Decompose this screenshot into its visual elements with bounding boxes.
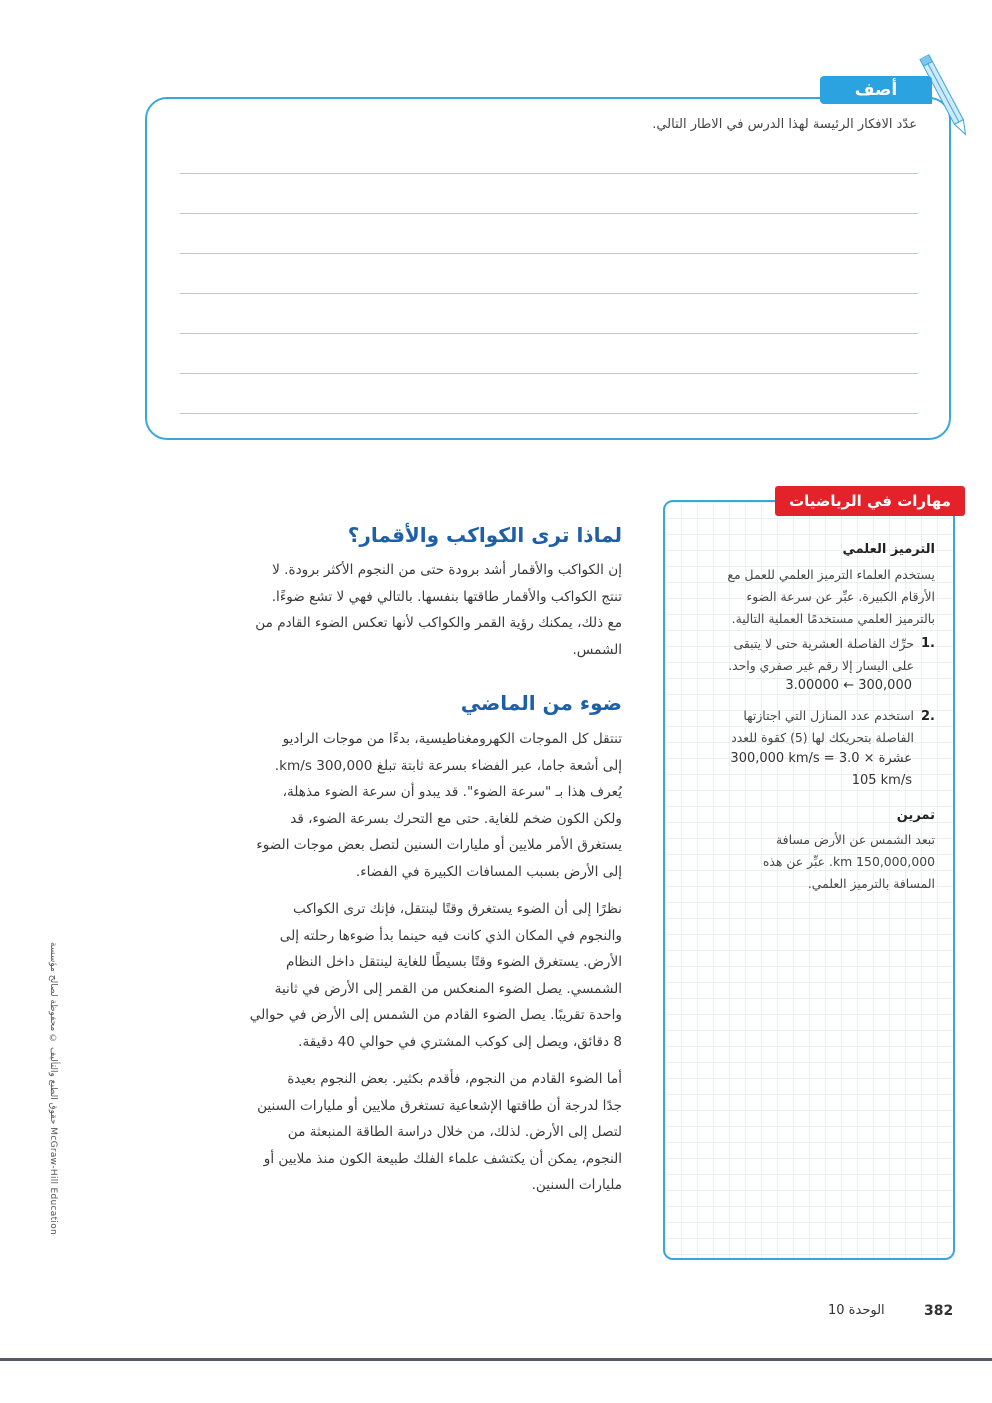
describe-instruction: عدّد الافكار الرئيسة لهذا الدرس في الاطار التالي. — [652, 117, 917, 132]
math-skills-title: الترميز العلمي — [842, 542, 935, 557]
text-line: ولكن الكون ضخم للغاية. حتى مع التحرك بسرعة الضوء، قد — [290, 810, 622, 827]
text-line: مليارات السنين. — [531, 1177, 622, 1193]
text-line: جدًا لدرجة أن طاقتها الإشعاعية تستغرق ملايين أو مليارات السنين — [257, 1097, 622, 1114]
text-line: الفاصلة بتحريكك لها (5) كقوة للعدد — [731, 730, 914, 745]
text-line: واحدة تقريبًا. يصل الضوء القادم من الشمس إلى الأرض في حوالي — [249, 1007, 622, 1023]
describe-frame — [145, 97, 951, 440]
text-line: نظرًا إلى أن الضوء يستغرق وقتًا لينتقل، فإنك ترى الكواكب — [292, 901, 622, 917]
text-line: إلى أشعة جاما، عبر الفضاء بسرعة ثابتة تبلغ 300,000 km/s. — [274, 757, 622, 774]
text-line: حرِّك الفاصلة العشرية حتى لا يتبقى — [733, 636, 914, 651]
text-line: بالترميز العلمي مستخدمًا العملية التالية. — [731, 611, 935, 626]
copyright-text: حقوق الطبع والتأليف © محفوظة لصالح مؤسسة — [48, 941, 58, 1125]
text-line: الأرقام الكبيرة. عبِّر عن سرعة الضوء — [746, 589, 935, 604]
text-line: أما الضوء القادم من النجوم، فأقدم بكثير. بعض النجوم بعيدة — [287, 1071, 622, 1087]
step-1-text — [694, 633, 914, 677]
describe-tab: أصف — [820, 76, 932, 104]
text-line: 8 دقائق، ويصل إلى كوكب المشتري في حوالي 40 دقيقة. — [298, 1033, 622, 1050]
paragraph-2 — [148, 896, 622, 1055]
text-line: يُعرف هذا بـ "سرعة الضوء". قد يبدو أن سرعة الضوء مذهلة، — [282, 784, 622, 800]
writing-line[interactable] — [180, 173, 918, 174]
text-line: الأرض. يستغرق الضوء وقتًا بسيطًا للغاية لينتقل داخل النظام — [285, 954, 622, 970]
writing-line[interactable] — [180, 333, 918, 334]
text-line: والنجوم في المكان الذي كانت فيه حينما بدأ ضوءها رحلته إلى — [279, 927, 622, 944]
text-line: لتصل إلى الأرض. لذلك، من خلال دراسة الطاقة المنبعثة من — [287, 1124, 622, 1140]
writing-line[interactable] — [180, 253, 918, 254]
text-line: تنتقل كل الموجات الكهرومغناطيسية، بدءًا من موجات الراديو — [282, 731, 622, 747]
text-line: النجوم، يمكن أن يكتشف علماء الفلك طبيعة الكون منذ ملايين أو — [263, 1150, 622, 1167]
text-line: يستغرق الأمر ملايين أو مليارات السنين لتصل بعض موجات الضوء — [256, 837, 622, 853]
paragraph-1 — [148, 726, 622, 885]
publisher-name: McGraw-Hill Education — [48, 1127, 58, 1235]
text-line: يستخدم العلماء الترميز العلمي للعمل مع — [727, 567, 935, 582]
text-line: المسافة بالترميز العلمي. — [807, 876, 935, 891]
step-2-text — [694, 705, 914, 749]
step-1-number: .1 — [921, 636, 935, 651]
section-paragraph-planets — [148, 557, 622, 663]
text-line: الشمسي. يصل الضوء المنعكس من القمر إلى الأرض في ثانية — [274, 980, 622, 997]
writing-line[interactable] — [180, 213, 918, 214]
text-line: 150,000,000 km. عبِّر عن هذه — [762, 854, 935, 869]
text-line: مع ذلك، يمكنك رؤية القمر والكواكب لأنها تعكس الضوء القادم من — [255, 615, 622, 631]
step-2-number: .2 — [921, 709, 935, 724]
copyright-vertical — [30, 885, 58, 1235]
text-line: تبعد الشمس عن الأرض مسافة — [776, 832, 935, 847]
exercise-title: تمرين — [896, 808, 935, 823]
page-number: 382 — [924, 1303, 954, 1319]
section-heading-planets: لماذا ترى الكواكب والأقمار؟ — [347, 523, 622, 547]
text-line: إن الكواكب والأقمار أشد برودة حتى من النجوم الأكثر برودة. لا — [272, 562, 622, 578]
math-skills-intro — [700, 564, 935, 630]
step-2-example-b: 105 km/s — [851, 773, 912, 788]
paragraph-3 — [148, 1066, 622, 1199]
math-skills-tab: مهارات في الرياضيات — [775, 486, 965, 516]
writing-line[interactable] — [180, 373, 918, 374]
section-heading-light-past: ضوء من الماضي — [460, 691, 622, 715]
step-2-example-a: 300,000 km/s = 3.0 × عشرة — [730, 751, 912, 766]
text-line: على اليسار إلا رقم غير صفري واحد. — [728, 658, 914, 673]
writing-line[interactable] — [180, 293, 918, 294]
step-1-example: 3.00000 ← 300,000 — [785, 678, 912, 693]
footer-divider — [0, 1358, 992, 1361]
unit-label: الوحدة 10 — [828, 1303, 885, 1318]
text-line: إلى الأرض بسبب المسافات الكبيرة في الفضاء. — [355, 863, 622, 880]
text-line: الشمس. — [572, 641, 622, 658]
text-line: تنتج الكواكب والأقمار طاقتها بنفسها. بالتالي فهي لا تشع ضوءًا. — [271, 588, 622, 605]
text-line: استخدم عدد المنازل التي اجتازتها — [743, 708, 914, 723]
writing-line[interactable] — [180, 413, 918, 414]
exercise-text — [700, 829, 935, 895]
